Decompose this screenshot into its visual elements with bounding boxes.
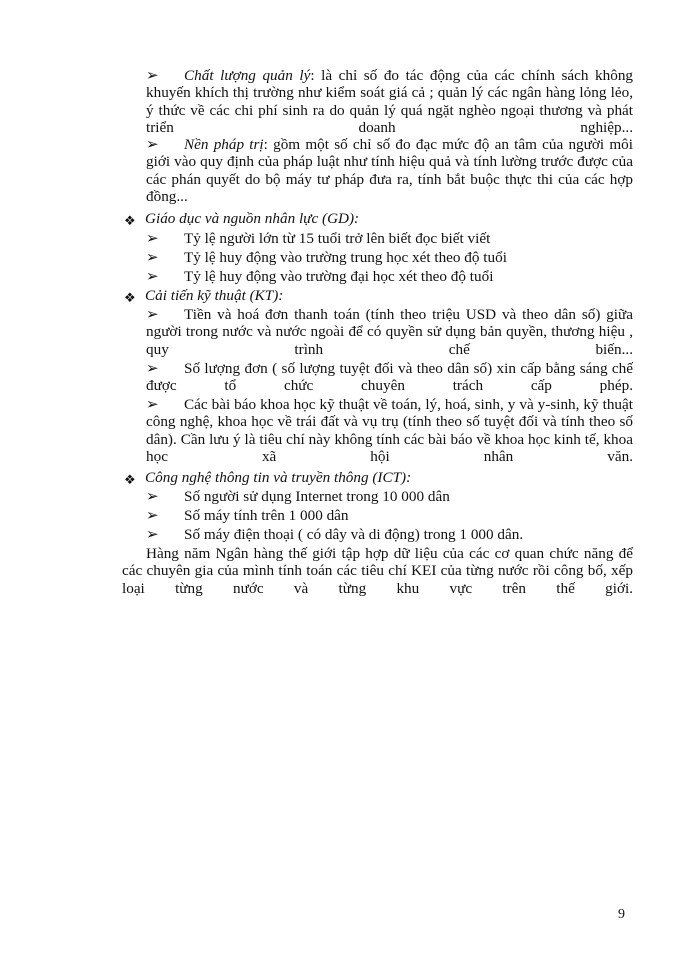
ict-item-text: Số máy tính trên 1 000 dân (184, 507, 349, 524)
arrow-bullet-icon: ➢ (146, 488, 159, 505)
quality-text: : là chỉ số đo tác động của các chính sách không khuyến khích thị trường như kiểm soát giá cả ; quản lý các ngân hàng lỏng lẻo, ý thức về các chi phí sinh ra do quản lý quá ngặt nghèo ngoại thương và phát triển doanh nghiệp... (146, 67, 634, 137)
gd-heading: Giáo dục và nguồn nhân lực (GD): (145, 210, 360, 227)
kt-item-text: Các bài báo khoa học kỹ thuật về toán, lý, hoá, sinh, y và y-sinh, kỹ thuật công nghệ, khoa học về trái đất và vụ trụ (tính theo số tuyệt đối và tính theo số dân). Cần lưu ý là tiêu chí này không tính các bài báo về khoa học kinh tế, khoa học xã hội nhân văn. (146, 396, 633, 466)
arrow-bullet-icon: ➢ (146, 67, 159, 84)
page-number: 9 (618, 907, 625, 922)
closing-paragraph (122, 545, 633, 615)
ict-item (146, 526, 523, 543)
ict-item (146, 507, 349, 524)
arrow-bullet-icon: ➢ (146, 526, 159, 543)
quality-term: Chất lượng quản lý (184, 67, 311, 84)
gd-item-text: Tỷ lệ người lớn từ 15 tuổi trở lên biết đọc biết viết (184, 230, 491, 247)
diamond-bullet-icon: ❖ (124, 290, 136, 305)
arrow-bullet-icon: ➢ (146, 136, 159, 153)
arrow-bullet-icon: ➢ (146, 306, 159, 323)
ict-item (146, 488, 450, 505)
arrow-bullet-icon: ➢ (146, 249, 159, 266)
gd-item (146, 249, 507, 266)
arrow-bullet-icon: ➢ (146, 230, 159, 247)
ict-heading: Công nghệ thông tin và truyền thông (ICT): (145, 469, 412, 486)
gd-item-text: Tỷ lệ huy động vào trường trung học xét theo độ tuổi (184, 249, 507, 266)
arrow-bullet-icon: ➢ (146, 360, 159, 377)
kt-item-text: Tiền và hoá đơn thanh toán (tính theo triệu USD và theo dân số) giữa người trong nước và nước ngoài để có quyền sử dụng bản quyền, thương hiệu , quy trình chế biến... (146, 306, 633, 358)
arrow-bullet-icon: ➢ (146, 268, 159, 285)
gd-item (146, 268, 493, 285)
gd-item (146, 230, 490, 247)
kt-item-text: Số lượng đơn ( số lượng tuyệt đối và theo dân số) xin cấp bằng sáng chế được tổ chức chuyên trách cấp phép. (146, 360, 633, 395)
diamond-bullet-icon: ❖ (124, 213, 136, 228)
law-term: Nền pháp trị (184, 136, 264, 153)
ict-item-text: Số máy điện thoại ( có dây và di động) trong 1 000 dân. (184, 526, 524, 543)
gd-item-text: Tỷ lệ huy động vào trường đại học xét theo độ tuổi (184, 268, 494, 285)
diamond-bullet-icon: ❖ (124, 472, 136, 487)
kt-heading: Cải tiến kỹ thuật (KT): (145, 287, 284, 304)
ict-item-text: Số người sử dụng Internet trong 10 000 dân (184, 488, 450, 505)
arrow-bullet-icon: ➢ (146, 507, 159, 524)
law-text: : gồm một số chỉ số đo đạc mức độ an tâm của người môi giới vào quy định của pháp luật như tính hiệu quả và tính lường trước được của các phán quyết do bộ máy tư pháp đưa ra, tính bắt buộc thực thi của các hợp đồng... (146, 136, 633, 206)
arrow-bullet-icon: ➢ (146, 396, 159, 413)
closing-text: Hàng năm Ngân hàng thế giới tập hợp dữ liệu của các cơ quan chức năng để các chuyên gia của mình tính toán các tiêu chí KEI của từng nước rồi công bố, xếp loại từng nước và từng khu vực trên thế giới. (122, 545, 633, 597)
